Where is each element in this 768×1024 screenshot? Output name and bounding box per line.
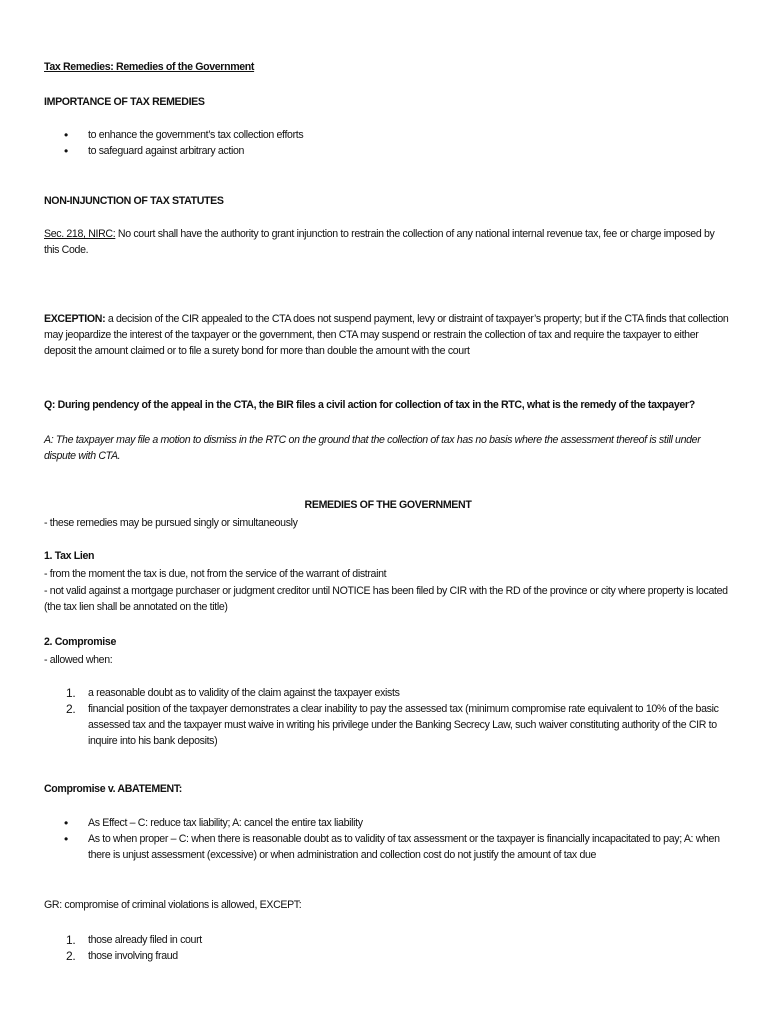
non-injunction-text: No court shall have the authority to grant injunction to restrain the collection of any national internal revenue tax, fee or charge imposed by this Code. [44, 228, 715, 256]
list-item-text: those involving fraud [88, 950, 178, 962]
tax-lien-line-2: - not valid against a mortgage purchaser or judgment creditor until NOTICE has been filed by CIR with the RD of the province or city where property is located (the tax lien shall be annotated on the title) [44, 585, 728, 613]
compromise-heading: 2. Compromise [44, 636, 116, 648]
list-item [60, 932, 720, 948]
list-number: 1. [66, 686, 76, 700]
tax-lien-line-1: - from the moment the tax is due, not from the service of the warrant of distraint [44, 568, 387, 580]
list-item [60, 948, 720, 964]
list-number: 2. [66, 702, 76, 716]
compromise-intro: - allowed when: [44, 654, 113, 666]
list-item-text: financial position of the taxpayer demonstrates a clear inability to pay the assessed tax (minimum compromise rate equivalent to 10% of the basic assessed tax and the taxpayer must waive in writing his privilege under the Banking Secrecy Law, such waiver constituting authority of the CIR to inquire into his bank deposits) [88, 703, 719, 747]
list-item: • As Effect – C: reduce tax liability; A: cancel the entire tax liability [60, 815, 720, 831]
document-title: Tax Remedies: Remedies of the Government [44, 61, 255, 73]
importance-heading: IMPORTANCE OF TAX REMEDIES [44, 96, 205, 108]
non-injunction-heading: NON-INJUNCTION OF TAX STATUTES [44, 195, 224, 207]
abatement-heading: Compromise v. ABATEMENT: [44, 783, 182, 795]
list-item [60, 685, 720, 701]
criminal-violations-text: GR: compromise of criminal violations is allowed, EXCEPT: [44, 899, 302, 911]
list-item: • to enhance the government’s tax collection efforts [60, 127, 720, 143]
remedies-heading: REMEDIES OF THE GOVERNMENT [304, 499, 472, 511]
list-item: • to safeguard against arbitrary action [60, 143, 720, 159]
statute-reference: Sec. 218, NIRC: [44, 228, 116, 240]
list-item-text: a reasonable doubt as to validity of the claim against the taxpayer exists [88, 687, 400, 699]
abatement-list [60, 815, 720, 863]
list-item [60, 701, 720, 749]
tax-lien-heading: 1. Tax Lien [44, 550, 95, 562]
exception-label: EXCEPTION: [44, 313, 106, 325]
criminal-exceptions-list [60, 932, 720, 964]
list-number: 1. [66, 933, 76, 947]
importance-list [60, 127, 720, 159]
remedies-note: - these remedies may be pursued singly or simultaneously [44, 517, 298, 529]
compromise-list [60, 685, 720, 749]
list-item: • As to when proper – C: when there is reasonable doubt as to validity of tax assessment or the taxpayer is financially incapacitated to pay; A: when there is unjust assessment (excessive) or when administration and collection cost do not justify the amount of tax due [60, 831, 720, 863]
answer-text: A: The taxpayer may file a motion to dismiss in the RTC on the ground that the collection of tax has no basis where the assessment thereof is still under dispute with CTA. [44, 434, 701, 462]
exception-text: a decision of the CIR appealed to the CTA does not suspend payment, levy or distraint of taxpayer’s property; but if the CTA finds that collection may jeopardize the interest of the taxpayer or the government, then CTA may suspend or restrain the collection of tax and require the taxpayer to either deposit the amount claimed or to file a surety bond for more than double the amount with the court [44, 313, 729, 357]
list-item-text: those already filed in court [88, 934, 202, 946]
question-text: Q: During pendency of the appeal in the CTA, the BIR files a civil action for collection of tax in the RTC, what is the remedy of the taxpayer? [44, 399, 695, 411]
non-injunction-paragraph [44, 226, 732, 258]
list-number: 2. [66, 949, 76, 963]
exception-paragraph [44, 311, 732, 359]
